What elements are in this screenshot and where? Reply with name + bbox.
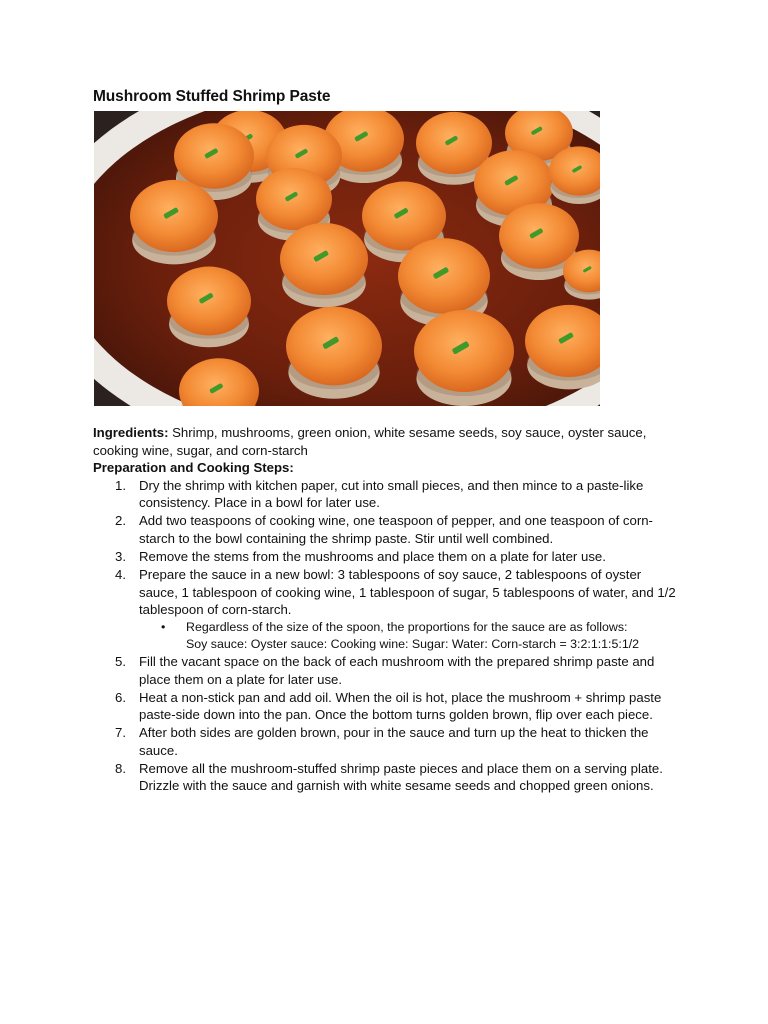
step-number: 8. xyxy=(115,760,126,776)
bullet-icon: • xyxy=(161,619,166,634)
step-number: 6. xyxy=(115,689,126,705)
step-item xyxy=(93,512,683,547)
step-number: 1. xyxy=(115,477,126,493)
stuffed-mushroom-piece xyxy=(280,223,368,307)
note-item xyxy=(139,619,683,653)
recipe-body xyxy=(93,424,683,795)
step-number: 5. xyxy=(115,654,126,670)
ingredients-paragraph xyxy=(93,424,683,459)
note-line-1: Regardless of the size of the spoon, the proportions for the sauce are as follows: xyxy=(186,619,628,634)
stuffed-mushroom-piece xyxy=(414,310,514,406)
note-line-2: Soy sauce: Oyster sauce: Cooking wine: Sugar: Water: Corn-starch = 3:2:1:1:5:1/2 xyxy=(186,636,640,651)
step-number: 4. xyxy=(115,566,126,582)
steps-heading xyxy=(93,459,683,477)
stuffed-mushroom-piece xyxy=(130,180,218,264)
step-item xyxy=(93,689,683,724)
step-item xyxy=(93,724,683,759)
step-text: Dry the shrimp with kitchen paper, cut into small pieces, and then mince to a paste-like consistency. Place in a bowl for later use. xyxy=(139,477,644,511)
dish-photo xyxy=(94,111,600,406)
step-item xyxy=(93,653,683,688)
step-text: Fill the vacant space on the back of each mushroom with the prepared shrimp paste and place them on a plate for later use. xyxy=(139,654,655,687)
step-item xyxy=(93,760,683,795)
step-item xyxy=(93,566,683,653)
step-text: Heat a non-stick pan and add oil. When the oil is hot, place the mushroom + shrimp paste paste-side down into the pan. Once the bottom turns golden brown, flip over each piece. xyxy=(139,689,662,723)
step-number: 2. xyxy=(115,513,126,529)
recipe-title: Mushroom Stuffed Shrimp Paste xyxy=(93,88,331,105)
step-text: Remove the stems from the mushrooms and place them on a plate for later use. xyxy=(139,548,606,564)
stuffed-mushroom-piece xyxy=(286,307,382,399)
steps-list xyxy=(93,477,683,795)
step-text: After both sides are golden brown, pour in the sauce and turn up the heat to thicken the sauce. xyxy=(139,725,649,758)
step-item xyxy=(93,548,683,566)
dish-illustration xyxy=(94,111,600,406)
sauce-ratio-note xyxy=(139,619,683,653)
stuffed-mushroom-piece xyxy=(525,305,600,389)
steps-heading-text: Preparation and Cooking Steps: xyxy=(93,460,294,476)
ingredients-label: Ingredients: xyxy=(93,425,169,440)
ingredients-list: Shrimp, mushrooms, green onion, white sesame seeds, soy sauce, oyster sauce, cooking wine, sugar, and corn-starch xyxy=(93,425,647,458)
step-number: 7. xyxy=(115,725,126,741)
step-number: 3. xyxy=(115,548,126,564)
stuffed-mushroom-piece xyxy=(167,267,251,348)
step-item xyxy=(93,477,683,512)
step-text: Remove all the mushroom-stuffed shrimp paste pieces and place them on a serving plate. Drizzle with the sauce and garnish with white sesame seeds and chopped green onions. xyxy=(139,760,663,794)
stuffed-mushroom-piece xyxy=(549,146,600,204)
step-text: Add two teaspoons of cooking wine, one teaspoon of pepper, and one teaspoon of corn-starch to the bowl containing the shrimp paste. Stir until well combined. xyxy=(139,513,653,546)
step-text: Prepare the sauce in a new bowl: 3 tablespoons of soy sauce, 2 tablespoons of oyster sauce, 1 tablespoon of cooking wine, 1 tablespoon of sugar, 5 tablespoons of water, and 1/2 tablespoon of corn-starch. xyxy=(139,566,676,618)
